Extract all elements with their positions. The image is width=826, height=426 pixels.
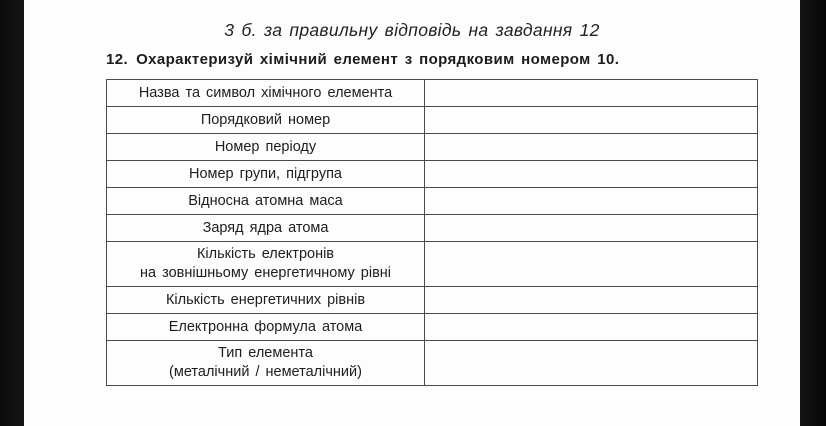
page-edge-left [0, 0, 24, 426]
answer-cell[interactable] [425, 314, 758, 341]
answer-cell[interactable] [425, 287, 758, 314]
row-label: Кількість енергетичних рівнів [107, 287, 425, 314]
row-label: Номер групи, підгрупа [107, 161, 425, 188]
table-row [107, 107, 758, 134]
row-label: Електронна формула атома [107, 314, 425, 341]
task-text: Охарактеризуй хімічний елемент з порядковим номером 10. [136, 51, 620, 68]
table-row [107, 80, 758, 107]
answer-cell[interactable] [425, 242, 758, 287]
row-label: Тип елемента (металічний / неметалічний) [107, 341, 425, 386]
table-row [107, 188, 758, 215]
answer-cell[interactable] [425, 161, 758, 188]
table-row [107, 161, 758, 188]
table-row [107, 215, 758, 242]
answer-cell[interactable] [425, 80, 758, 107]
table-row [107, 242, 758, 287]
table-row [107, 314, 758, 341]
answer-cell[interactable] [425, 341, 758, 386]
answer-cell[interactable] [425, 107, 758, 134]
table-row [107, 134, 758, 161]
row-label: Відносна атомна маса [107, 188, 425, 215]
answer-cell[interactable] [425, 134, 758, 161]
task-statement [106, 51, 619, 68]
task-number: 12. [106, 51, 129, 68]
row-label: Заряд ядра атома [107, 215, 425, 242]
row-label: Порядковий номер [107, 107, 425, 134]
row-label: Кількість електронів на зовнішньому енергетичному рівні [107, 242, 425, 287]
row-label: Назва та символ хімічного елемента [107, 80, 425, 107]
element-characteristics-table [106, 79, 758, 386]
row-label: Номер періоду [107, 134, 425, 161]
worksheet-page [24, 0, 800, 426]
table-row [107, 287, 758, 314]
answer-cell[interactable] [425, 188, 758, 215]
table-row [107, 341, 758, 386]
points-header: 3 б. за правильну відповідь на завдання 12 [224, 20, 600, 40]
page-edge-right [800, 0, 826, 426]
answer-cell[interactable] [425, 215, 758, 242]
